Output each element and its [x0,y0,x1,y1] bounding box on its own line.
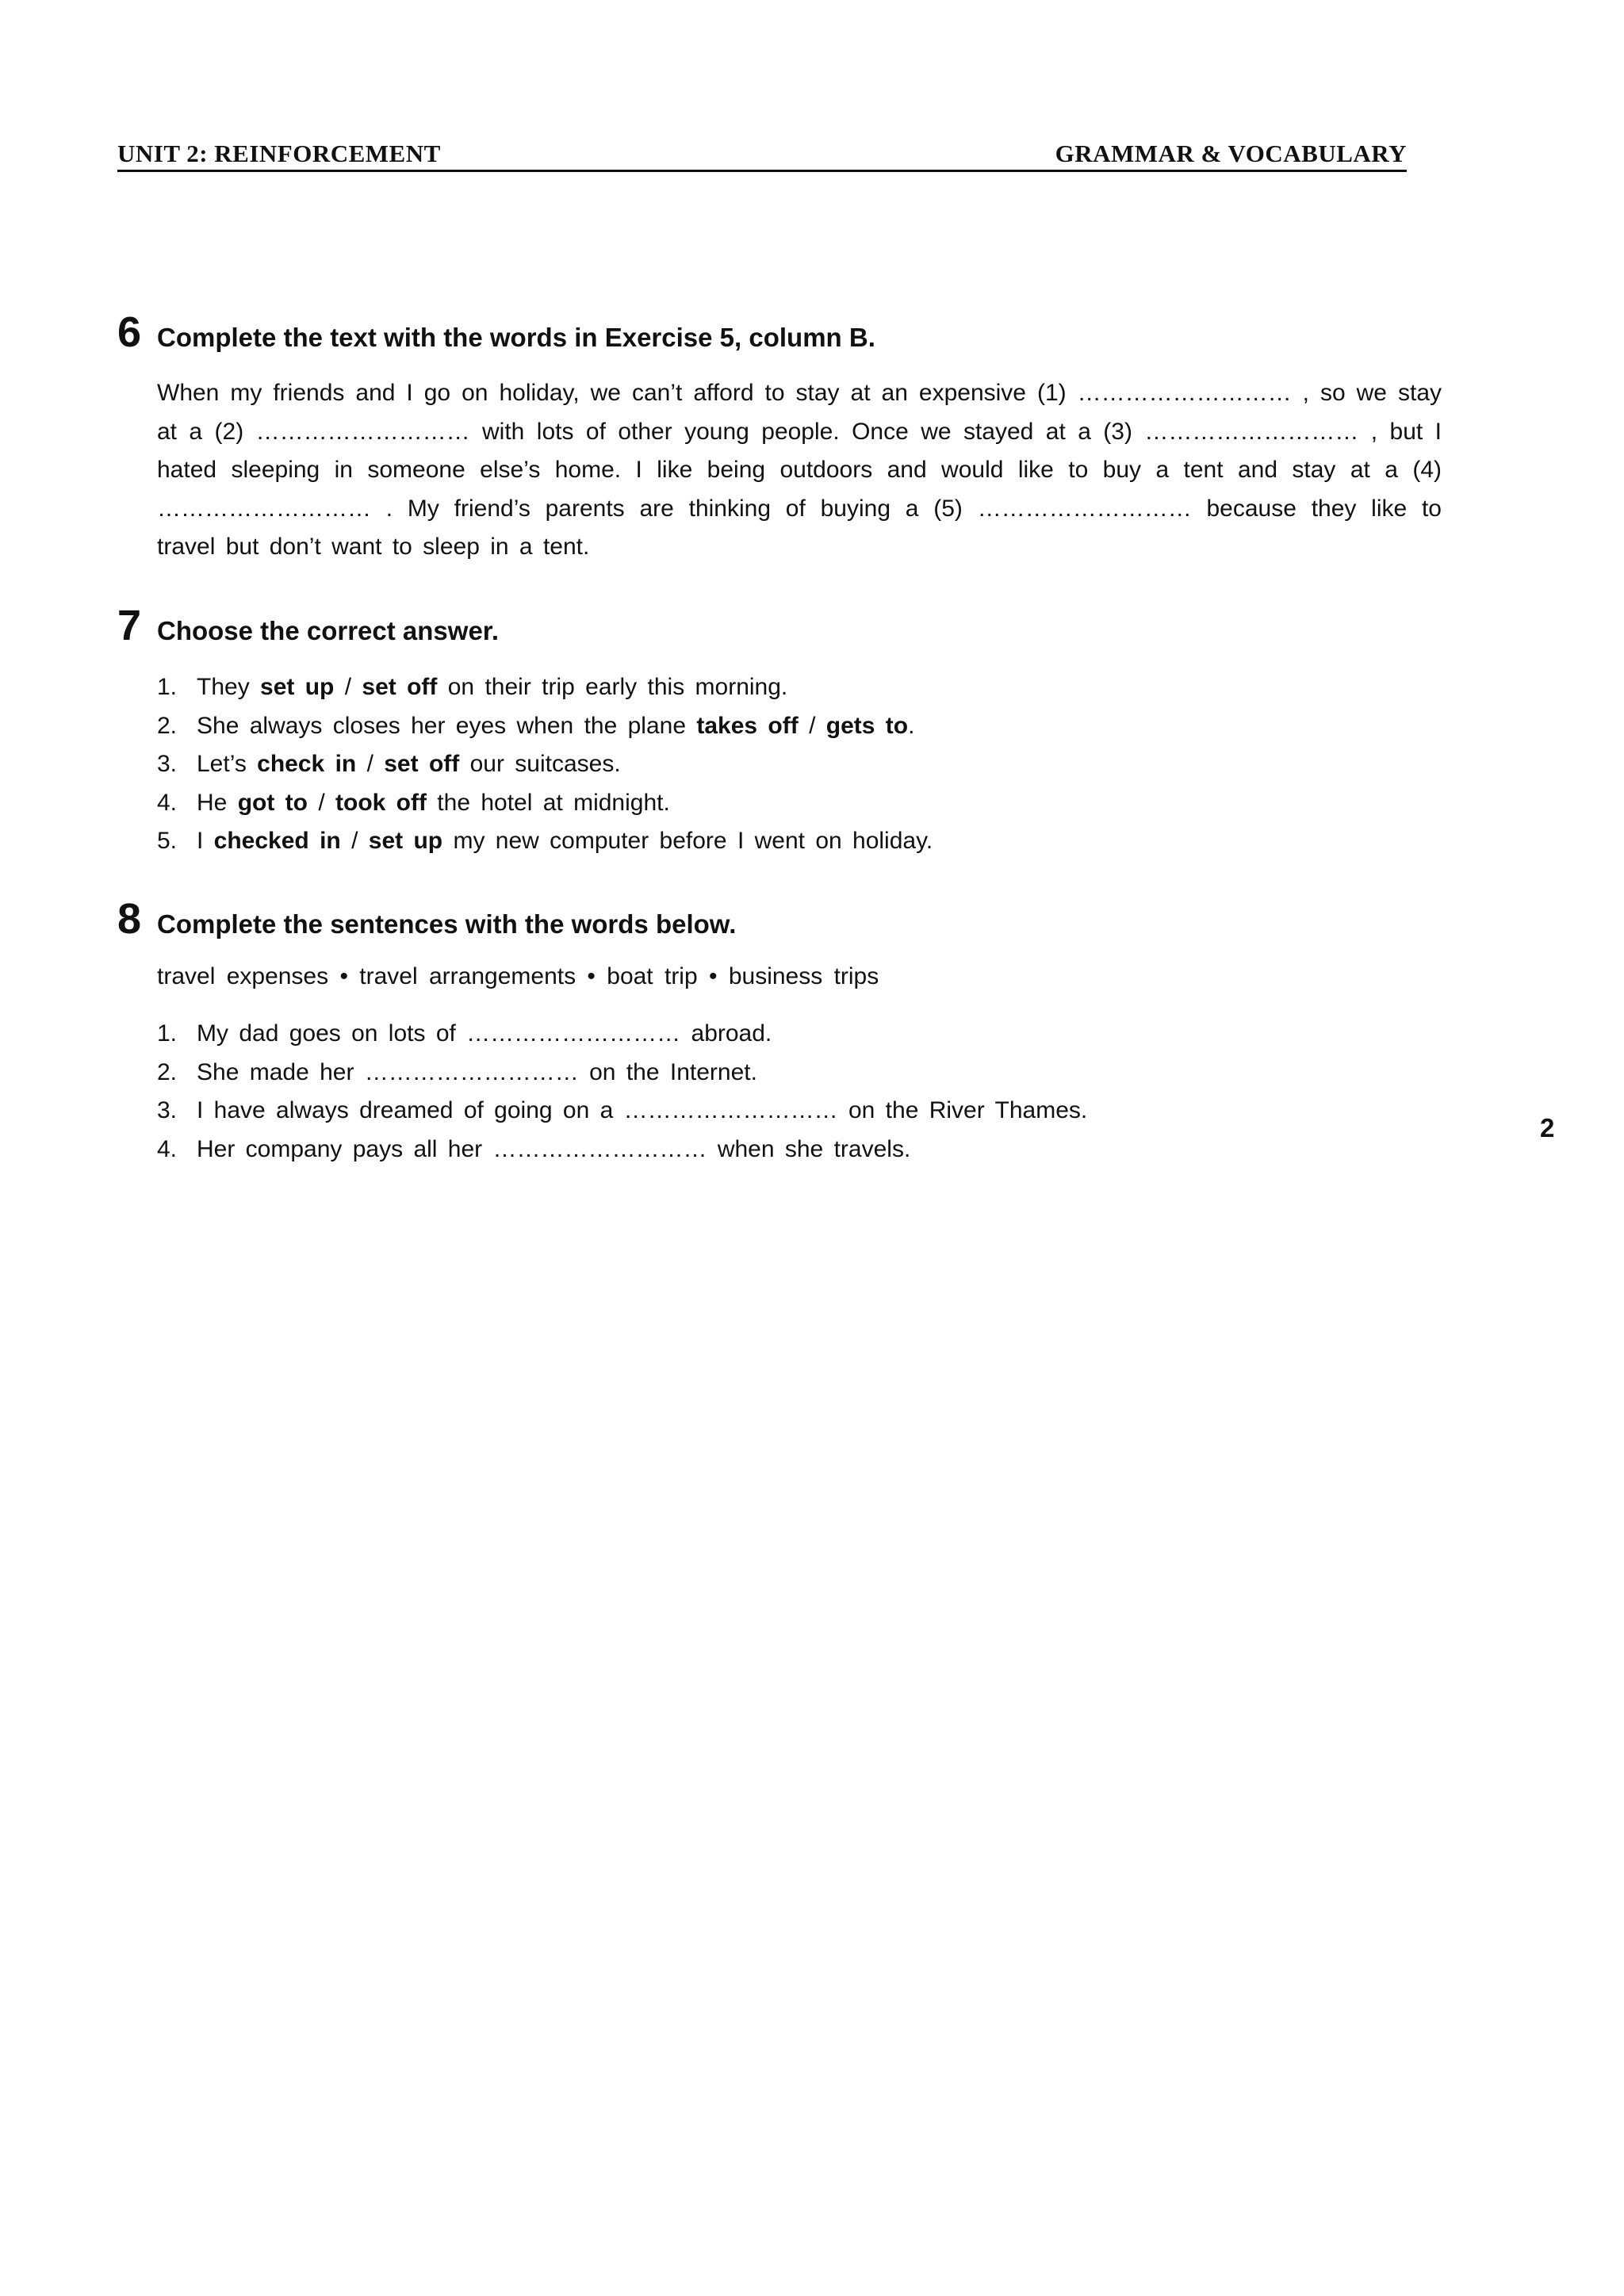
exercise-8-heading [117,888,1465,943]
option-1: takes off [696,712,799,739]
list-item: 3. I have always dreamed of going on a ……………………… on the River Thames. [157,1097,1088,1123]
word-bank: travel expenses • travel arrangements • boat trip • business trips [157,963,879,989]
list-item: 1. My dad goes on lots of ……………………… abroad. [157,1020,772,1047]
exercise-6-heading [117,301,1465,357]
list-item: 5. I checked in / set up my new computer before I went on holiday. [157,828,933,854]
list-item: 2. She made her ……………………… on the Internet. [157,1058,757,1085]
page-number: 2 [1540,1113,1555,1142]
list-item: 4. He got to / took off the hotel at midnight. [157,789,670,816]
exercise-number: 6 [117,308,142,356]
list-item: 4. Her company pays all her ……………………… when she travels. [157,1135,911,1162]
exercise-instruction: Choose the correct answer. [157,616,499,645]
exercise-number: 7 [117,602,142,649]
list-item: 3. Let’s check in / set off our suitcases. [157,751,621,777]
option-2: set up [368,828,443,854]
unit-title: UNIT 2: REINFORCEMENT [117,140,441,167]
exercise-number: 8 [117,895,142,943]
exercise-7-heading [117,595,1465,650]
exercise-instruction: Complete the sentences with the words below. [157,909,737,939]
option-1: set up [260,674,335,700]
option-2: set off [384,751,460,777]
exercise-7-list [157,668,933,861]
option-2: took off [335,789,427,816]
exercise-6-text: When my friends and I go on holiday, we can’t afford to stay at an expensive (1) ……………………… , so we stay at a (2) ……………………… with lots of other young people. Once we stayed at a (3) ……………………… , but I hated sleeping in someone else’s home. I like being outdoors and would like to buy a tent and stay at a (4) ……………………… . My friend’s parents are thinking of buying a (5) ……………………… because they like to travel but don’t want to sleep in a tent. [157,380,1442,560]
exercise-8-list [157,1015,1087,1169]
option-1: got to [237,789,308,816]
list-item: 1. They set up / set off on their trip early this morning. [157,674,788,700]
option-1: checked in [213,828,341,854]
section-title: GRAMMAR & VOCABULARY [1055,140,1407,167]
exercise-instruction: Complete the text with the words in Exercise 5, column B. [157,323,875,352]
option-2: gets to [825,712,909,739]
option-1: check in [257,751,357,777]
page-header [117,140,1407,172]
option-2: set off [362,674,438,700]
list-item: 2. She always closes her eyes when the plane takes off / gets to. [157,712,915,739]
